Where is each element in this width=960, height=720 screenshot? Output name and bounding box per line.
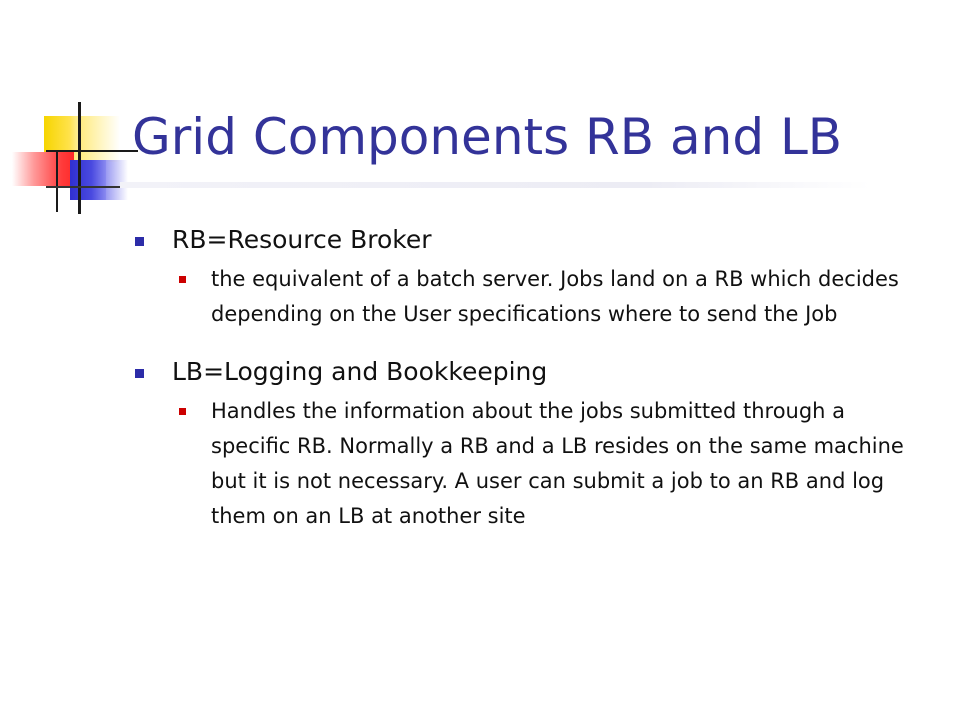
bullet-item — [133, 352, 933, 392]
sub-bullet-item — [179, 394, 921, 534]
horizontal-line — [46, 150, 138, 152]
corner-logo-decoration — [0, 0, 140, 220]
yellow-fade — [80, 116, 120, 162]
bullet-text: RB=Resource Broker — [172, 225, 432, 254]
bullet-item — [133, 220, 933, 260]
red-bar — [12, 152, 74, 186]
square-bullet-icon — [135, 237, 144, 246]
square-bullet-icon — [179, 408, 186, 415]
sub-bullet-text: the equivalent of a batch server. Jobs land on a RB which decides depending on the User specifications where to send the Job — [211, 267, 899, 326]
vertical-line — [78, 102, 81, 214]
square-bullet-icon — [135, 369, 144, 378]
square-bullet-icon — [179, 276, 186, 283]
blue-fade — [106, 160, 128, 200]
horizontal-line — [46, 186, 130, 188]
sub-bullet-text: Handles the information about the jobs submitted through a specific RB. Normally a RB and a LB resides on the same machine but it is not necessary. A user can submit a job to an RB and log them on an LB at another site — [211, 399, 904, 528]
bullet-text: LB=Logging and Bookkeeping — [172, 357, 548, 386]
sub-bullet-list — [133, 394, 933, 534]
title-underline — [120, 182, 870, 188]
sub-bullet-item — [179, 262, 921, 332]
vertical-line — [56, 150, 58, 212]
sub-bullet-list — [133, 262, 933, 332]
blue-square — [70, 160, 106, 200]
bullet-list — [133, 220, 933, 534]
slide-title: Grid Components RB and LB — [132, 108, 843, 166]
